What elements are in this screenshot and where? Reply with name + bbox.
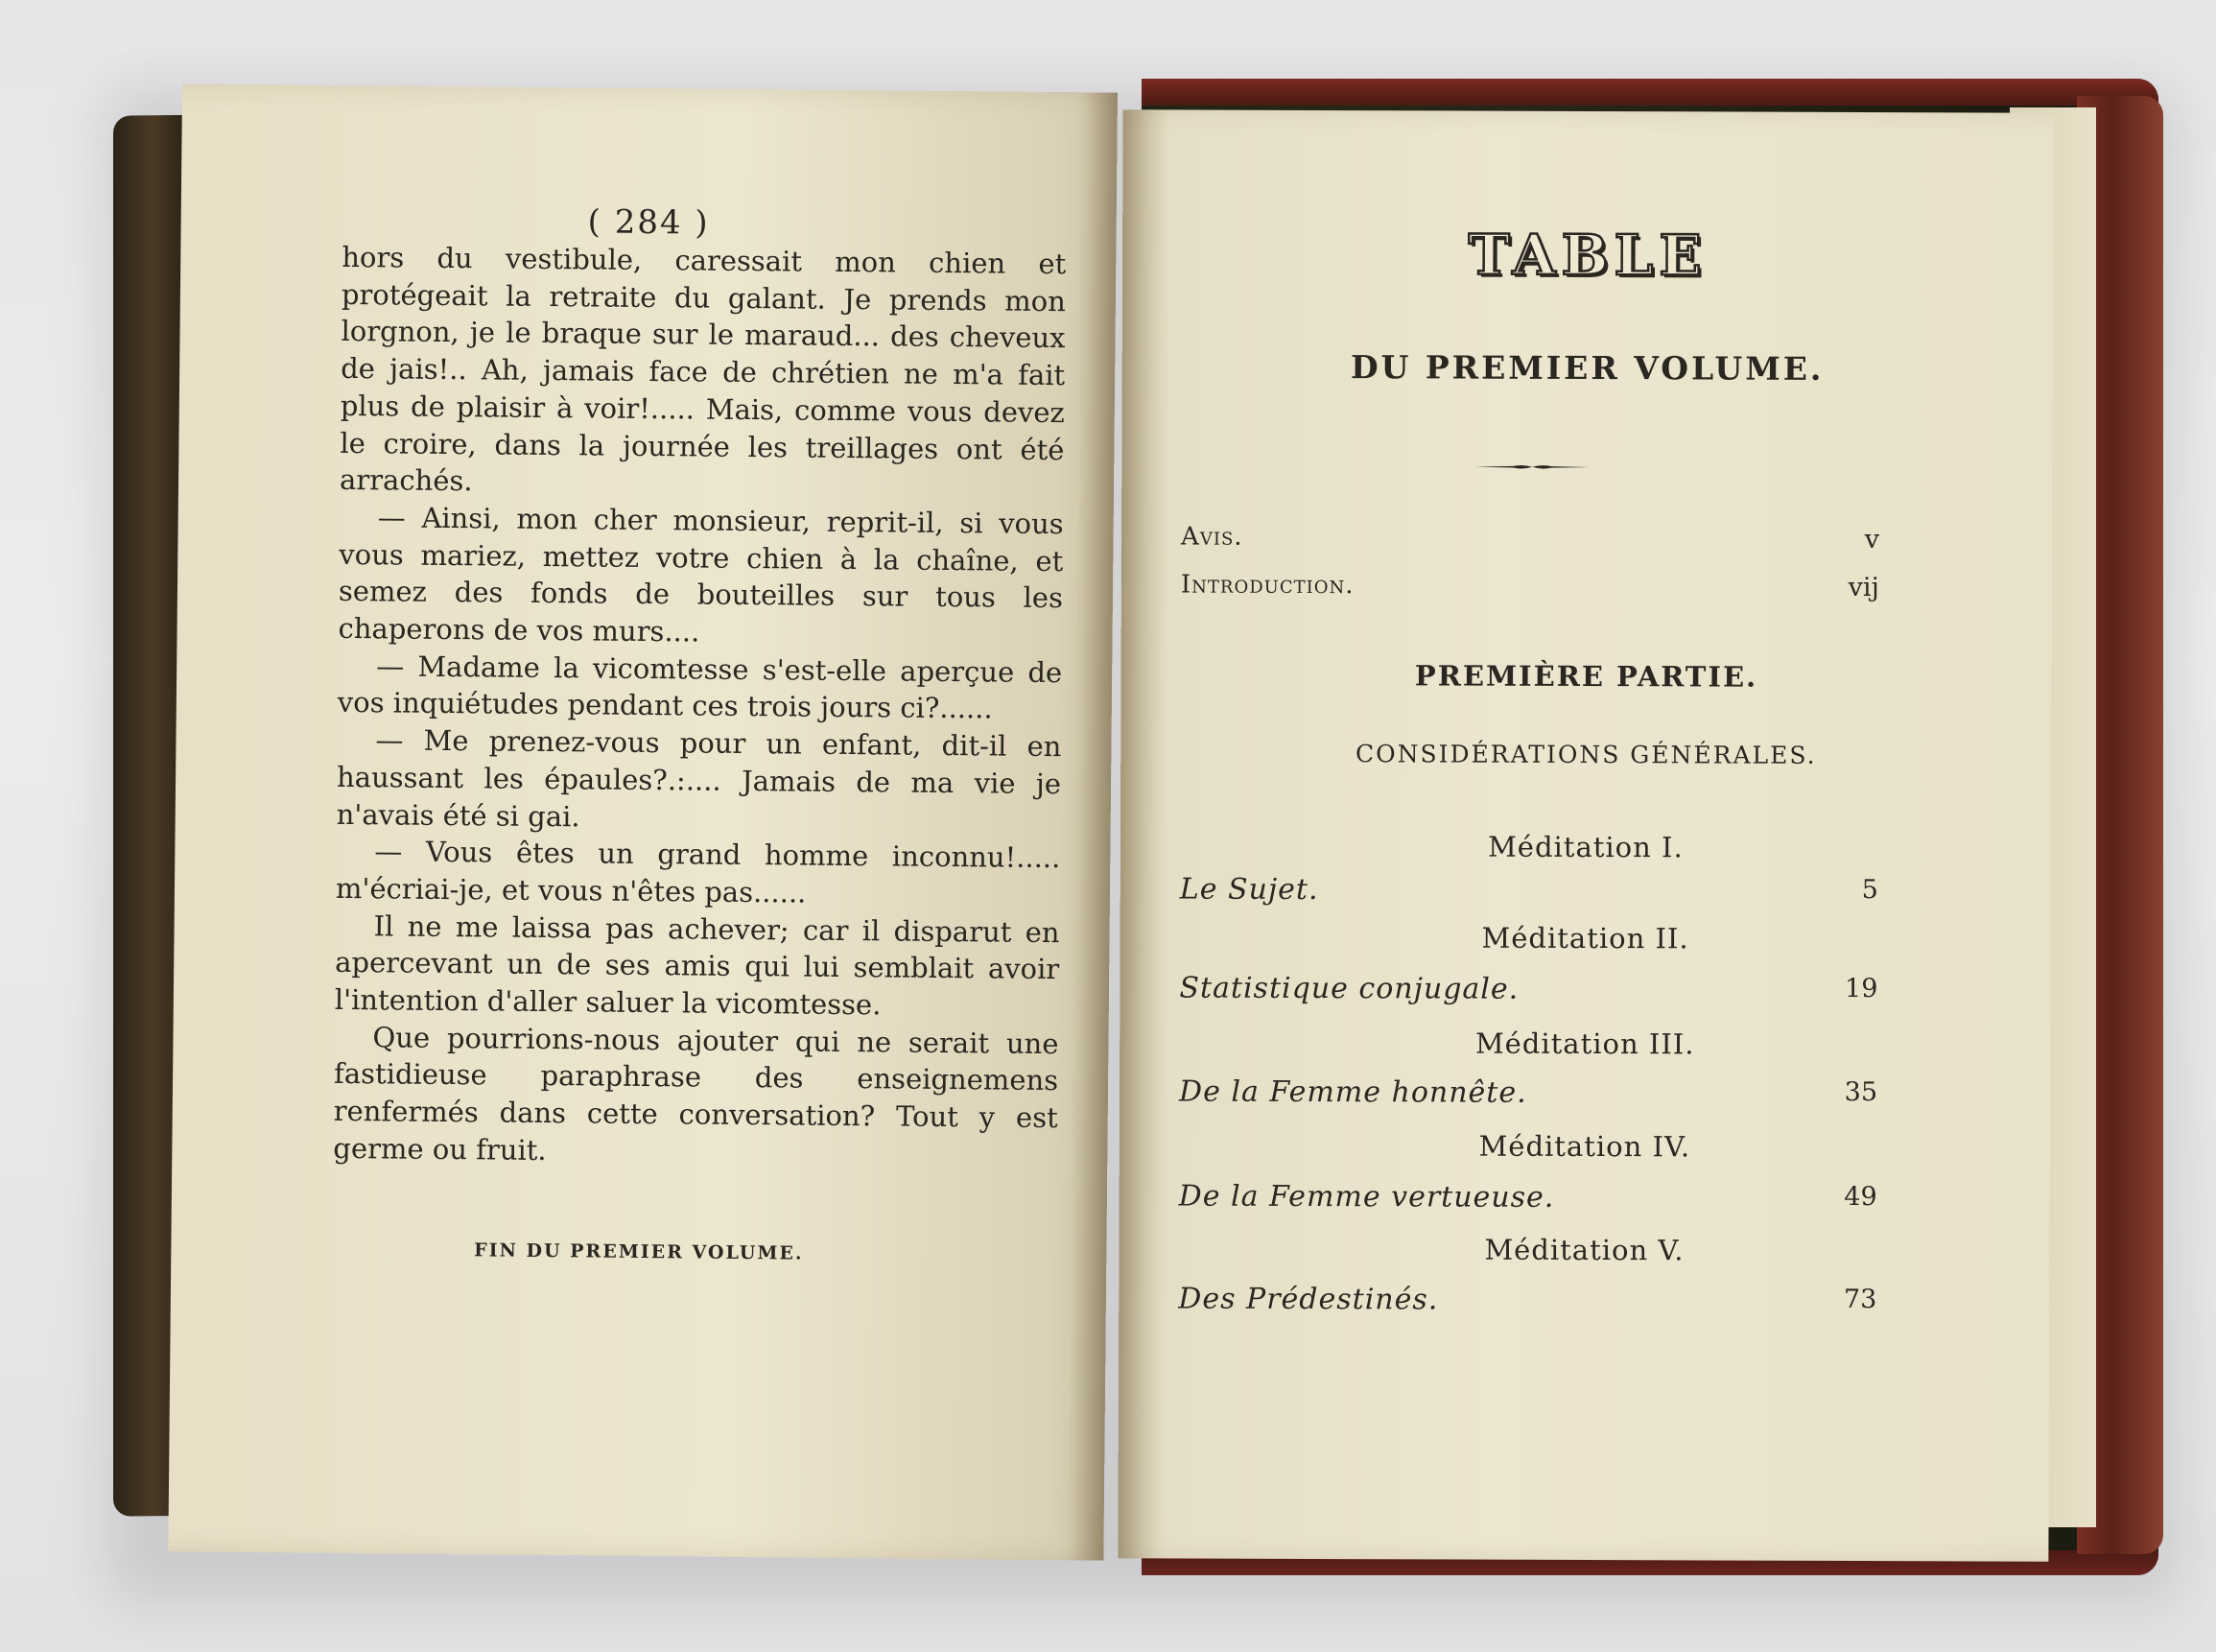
- toc-entry-page: 73: [1843, 1284, 1877, 1315]
- meditation-entry: [1179, 872, 1878, 908]
- toc-entry-label: De la Femme honnête.: [1179, 1074, 1527, 1110]
- paragraph: Il ne me laissa pas achever; car il disparut en apercevant un de ses amis qui lui semblait avoir l'intention d'aller saluer la vicomtesse.: [334, 909, 1060, 1022]
- meditation-heading: Méditation II.: [1481, 921, 1689, 956]
- meditation-entry: [1179, 1074, 1878, 1110]
- toc-entry: [1179, 1075, 1877, 1117]
- toc-entry: [1179, 972, 1877, 1013]
- left-page: [168, 83, 1118, 1560]
- section-title: CONSIDÉRATIONS GÉNÉRALES.: [1355, 740, 1817, 769]
- toc-entry-page: 5: [1861, 875, 1878, 906]
- toc-entry: [1179, 1180, 1877, 1221]
- toc-entry-label: Statistique conjugale.: [1179, 971, 1520, 1006]
- toc-entry: [1181, 571, 1879, 612]
- toc-entry: [1181, 523, 1879, 564]
- toc-entry: [1178, 1283, 1876, 1324]
- paragraph: Que pourrions-nous ajouter qui ne serait une fastidieuse paraphrase des enseignemens renfermés dans cette conversation? Tout y est germe ou fruit.: [333, 1021, 1059, 1167]
- toc-entry: [1180, 873, 1878, 914]
- ornament-rule-icon: [1474, 464, 1590, 470]
- table-subtitle: DU PREMIER VOLUME.: [1350, 348, 1825, 388]
- body-text: [333, 239, 1066, 1174]
- page-number: ( 284 ): [587, 202, 710, 243]
- meditation-heading: Méditation I.: [1488, 830, 1684, 864]
- paragraph: — Ainsi, mon cher monsieur, reprit-il, si vous vous mariez, mettez votre chien à la chaîne, et semez des fonds de bouteilles sur tous les chaperons de vos murs....: [338, 501, 1064, 649]
- toc-entry-page: 49: [1844, 1181, 1877, 1213]
- meditation-heading: Méditation III.: [1474, 1027, 1695, 1061]
- toc-entry-page: v: [1864, 525, 1880, 555]
- meditation-entry: [1179, 971, 1878, 1006]
- toc-entry-page: 35: [1844, 1076, 1878, 1108]
- front-matter-list: [1180, 522, 1880, 603]
- toc-entry-page: vij: [1848, 572, 1879, 603]
- paragraph: — Vous êtes un grand homme inconnu!..... m'écriai-je, et vous n'êtes pas......: [335, 835, 1061, 909]
- meditation-entry: [1178, 1282, 1877, 1317]
- meditation-heading: Méditation IV.: [1478, 1129, 1691, 1164]
- part-title: PREMIÈRE PARTIE.: [1414, 659, 1758, 694]
- table-title: TABLE: [1468, 222, 1708, 289]
- toc-entry-label: Des Prédestinés.: [1178, 1282, 1439, 1317]
- meditation-heading: Méditation V.: [1484, 1233, 1685, 1267]
- toc-entry-page: 19: [1845, 973, 1878, 1004]
- meditation-entry: [1178, 1179, 1877, 1215]
- toc-entry-label: Avis.: [1181, 522, 1243, 552]
- paragraph: hors du vestibule, caressait mon chien et protégeait la retraite du galant. Je prends mon lorgnon, je le braque sur le maraud... des cheveux de jais!.. Ah, jamais face de chrétien ne m'a fait plus de plaisir à voir!..... Mais, comme vous devez le croire, dans la journée les treillages ont été arrachés.: [339, 240, 1067, 498]
- end-of-volume-note: FIN DU PREMIER VOLUME.: [474, 1239, 804, 1264]
- toc-entry-label: Introduction.: [1180, 570, 1355, 601]
- paragraph: — Madame la vicomtesse s'est-elle aperçue de vos inquiétudes pendant ces trois jours ci?......: [337, 649, 1063, 725]
- toc-entry-label: Le Sujet.: [1179, 872, 1319, 908]
- right-page: [1118, 109, 2053, 1561]
- toc-entry-label: De la Femme vertueuse.: [1178, 1179, 1555, 1215]
- paragraph: — Me prenez-vous pour un enfant, dit-il en haussant les épaules?.:.... Jamais de ma vie je n'avais été si gai.: [336, 723, 1062, 833]
